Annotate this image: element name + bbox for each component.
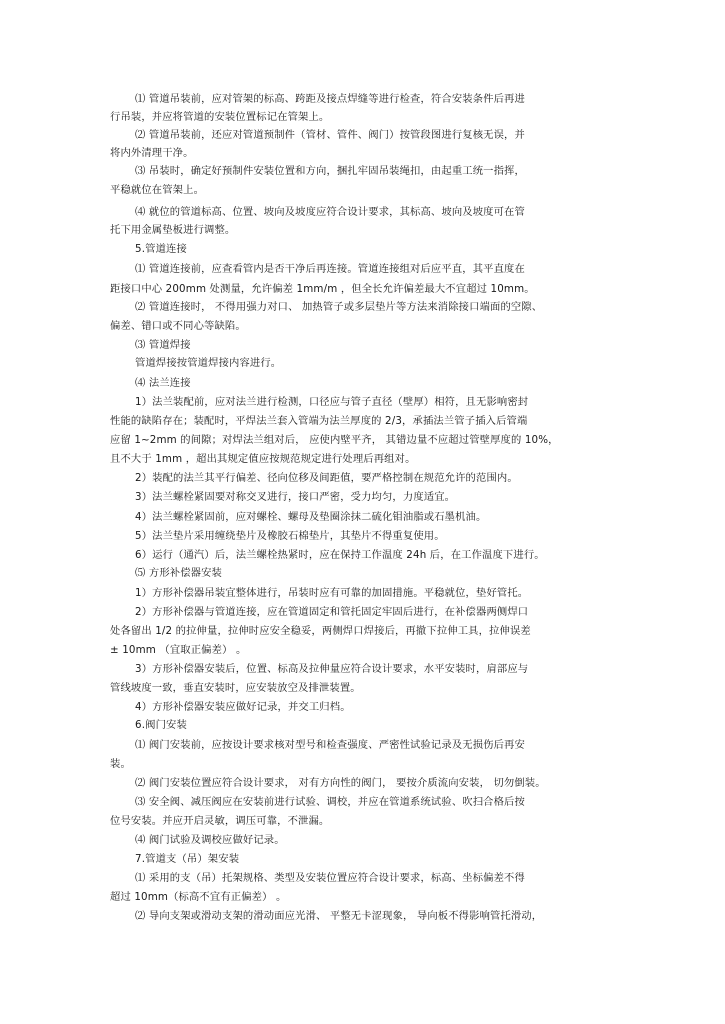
subsection-heading: ⑸ 方形补偿器安装 [135,567,222,579]
text-line: ⑵ 导向支架或滑动支架的滑动面应光滑、 平整无卡涩现象， 导向板不得影响管托滑动， [135,910,543,922]
text-line: ⑴ 采用的支（吊）托架规格、类型及安装位置应符合设计要求，标高、坐标偏差不得 [135,872,525,884]
text-line: 将内外清理干净。 [110,147,194,159]
text-line: 距接口中心 200mm 处测量，允许偏差 1mm/m ，但全长允许偏差最大不宜超过 10mm。 [110,283,535,295]
text-line: 性能的缺陷存在；装配时，平焊法兰套入管端为法兰厚度的 2/3，承插法兰管子插入后管端 [110,415,528,427]
text-line: ± 10mm （宜取正偏差） 。 [110,644,247,656]
section-heading: 7.管道支（吊）架安装 [135,853,240,865]
text-line: 位号安装。并应开启灵敏，调压可靠，不泄漏。 [110,815,330,827]
text-line: ⑶ 吊装时，确定好预制件安装位置和方向，捆扎牢固吊装绳扣，由起重工统一指挥， [135,165,525,177]
text-line: 装。 [110,758,131,770]
text-line: ⑴ 阀门安装前，应按设计要求核对型号和检查强度、严密性试验记录及无损伤后再安 [135,739,525,751]
text-line: 2）方形补偿器与管道连接，应在管道固定和管托固定牢固后进行，在补偿器两侧焊口 [135,606,529,618]
text-line: ⑷ 就位的管道标高、位置、坡向及坡度应符合设计要求，其标高、坡向及坡度可在管 [135,206,525,218]
text-line: 6）运行（通汽）后，法兰螺栓热紧时，应在保持工作温度 24h 后，在工作温度下进行。 [135,549,545,561]
text-line: ⑴ 管道吊装前，应对管架的标高、跨距及接点焊缝等进行检查，符合安装条件后再进 [135,93,525,105]
text-line: 管线坡度一致，垂直安装时，应安装放空及排泄装置。 [110,682,361,694]
section-heading: 6.阀门安装 [135,719,187,731]
text-line: 4）法兰螺栓紧固前，应对螺栓、螺母及垫圈涂抹二硫化钼油脂或石墨机油。 [135,511,487,523]
text-line: 托下用金属垫板进行调整。 [110,224,236,236]
text-line: 3）方形补偿器安装后，位置、标高及拉伸量应符合设计要求，水平安装时，肩部应与 [135,663,529,675]
text-line: 处各留出 1/2 的拉伸量，拉伸时应安全稳妥，两侧焊口焊接后，再撤下拉伸工具，拉伸误差 [110,625,531,637]
text-line: 管道焊接按管道焊接内容进行。 [135,357,282,369]
text-line: 行吊装，并应将管道的安装位置标记在管架上。 [110,111,330,123]
text-line: ⑵ 管道吊装前，还应对管道预制件（管材、管件、阀门）按管段图进行复核无误，并 [135,129,525,141]
subsection-heading: ⑷ 法兰连接 [135,377,191,389]
text-line: ⑷ 阀门试验及调校应做好记录。 [135,834,285,846]
text-line: 应留 1~2mm 的间隙；对焊法兰组对后， 应使内壁平齐， 其错边量不应超过管壁厚度的 10%， [110,434,559,446]
text-line: 3）法兰螺栓紧固要对称交叉进行，接口严密，受力均匀，力度适宜。 [135,491,456,503]
text-line: ⑴ 管道连接前，应查看管内是否干净后再连接。管道连接组对后应平直，其平直度在 [135,263,525,275]
text-line: 2）装配的法兰其平行偏差、径向位移及间距值，要严格控制在规范允许的范围内。 [135,472,518,484]
text-line: 1）方形补偿器吊装宜整体进行，吊装时应有可靠的加固措施。平稳就位，垫好管托。 [135,587,529,599]
text-line: 超过 10mm（标高不宜有正偏差） 。 [110,891,287,903]
text-line: 5）法兰垫片采用缠绕垫片及橡胶石棉垫片，其垫片不得重复使用。 [135,530,445,542]
text-line: ⑶ 安全阀、减压阀应在安装前进行试验、调校，并应在管道系统试验、吹扫合格后按 [135,796,525,808]
subsection-heading: ⑶ 管道焊接 [135,339,191,351]
text-line: 平稳就位在管架上。 [110,184,205,196]
text-line: 4）方形补偿器安装应做好记录，并交工归档。 [135,701,351,713]
text-line: 偏差、错口或不同心等缺陷。 [110,320,246,332]
section-heading: 5.管道连接 [135,243,187,255]
text-line: ⑵ 阀门安装位置应符合设计要求， 对有方向性的阀门， 要按介质流向安装， 切勿倒装。 [135,777,546,789]
text-line: 1）法兰装配前，应对法兰进行检测，口径应与管子直径（壁厚）相符，且无影响密封 [135,396,529,408]
text-line: ⑵ 管道连接时， 不得用强力对口、 加热管子或多层垫片等方法来消除接口端面的空隙、 [135,301,543,313]
text-line: 且不大于 1mm ，超出其规定值应按规范规定进行处理后再组对。 [110,453,416,465]
